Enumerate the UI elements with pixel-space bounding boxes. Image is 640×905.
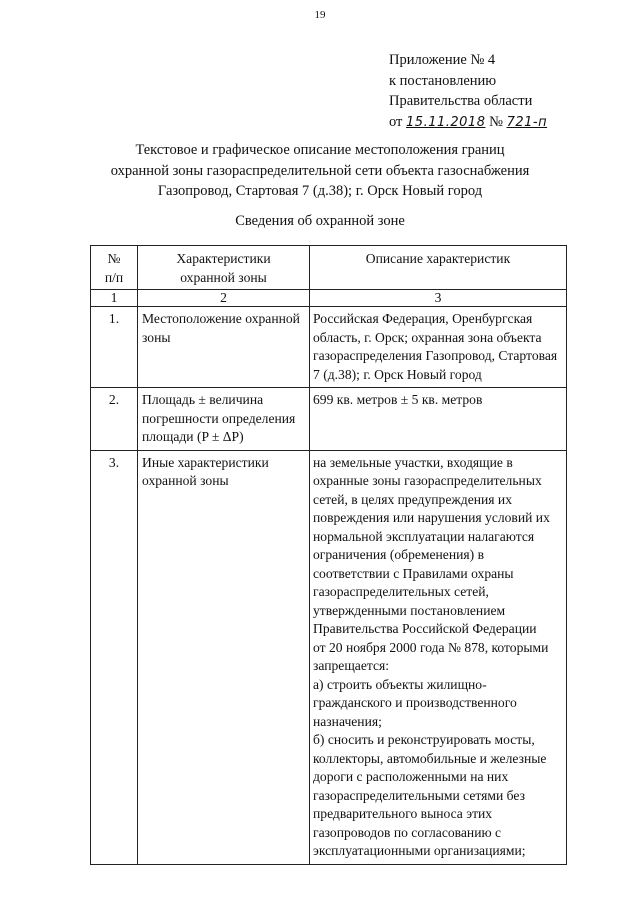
appendix-title: Приложение № 4 — [389, 52, 496, 68]
description-line: газопроводов по согласованию с — [313, 824, 502, 840]
handwritten-date: 15.11.2018 — [406, 114, 486, 130]
column-number-1: 1 — [91, 290, 138, 307]
description-line: повреждения или нарушения условий их — [313, 510, 550, 525]
row-number: 3. — [91, 450, 138, 864]
description-line: 7 (д.38); г. Орск Новый город — [313, 366, 482, 382]
header-description: Описание характеристик — [310, 246, 567, 290]
description-line: от 20 ноября 2000 года № 878, которыми — [313, 639, 549, 655]
description-line: охранные зоны газораспределительных — [313, 473, 542, 488]
description-line: запрещается: — [313, 658, 390, 673]
description-line: б) сносить и реконструировать мосты, — [313, 732, 535, 747]
handwritten-number: 721-п — [506, 114, 548, 130]
column-numbering-row — [91, 290, 567, 307]
description-line: сетей, в целях предупреждения их — [313, 491, 512, 507]
appendix-line-resolution: к постановлению — [389, 72, 497, 89]
description-line: назначения; — [313, 713, 382, 729]
description-line: 699 кв. метров ± 5 кв. метров — [313, 392, 483, 407]
table-row — [91, 307, 567, 388]
row-number: 2. — [91, 388, 138, 451]
row-characteristic: Местоположение охранной зоны — [138, 307, 310, 388]
date-prefix: от — [389, 113, 403, 130]
header-characteristic-line-2: охранной зоны — [180, 269, 267, 285]
description-line: эксплуатационными организациями; — [313, 843, 526, 858]
row-description — [310, 450, 567, 864]
appendix-date-line — [389, 112, 547, 134]
header-number-line-2: п/п — [104, 269, 124, 285]
header-number-line-1: № — [107, 251, 121, 266]
header-number — [91, 246, 138, 290]
description-line: Правительства Российской Федерации — [313, 621, 537, 636]
description-line: на земельные участки, входящие в — [313, 454, 513, 470]
description-line: гражданского и производственного — [313, 695, 517, 710]
description-line: утвержденными постановлением — [313, 602, 506, 618]
description-line: область, г. Орск; охранная зона объекта — [313, 329, 542, 345]
description-line: а) строить объекты жилищно- — [313, 676, 487, 692]
column-number-3: 3 — [310, 290, 567, 307]
description-line: газораспределения Газопровод, Стартовая — [313, 348, 558, 363]
number-prefix: № — [489, 113, 503, 130]
title-line-1: Текстовое и графическое описание местоположения границ — [135, 142, 505, 158]
header-characteristic — [138, 246, 310, 290]
row-description — [310, 388, 567, 451]
header-characteristic-line-1: Характеристики — [176, 251, 271, 266]
protection-zone-table — [90, 245, 567, 865]
appendix-line-government: Правительства области — [389, 93, 533, 109]
table-row — [91, 388, 567, 451]
document-title — [40, 140, 600, 202]
page-number: 19 — [314, 9, 326, 21]
table-header-row — [91, 246, 567, 290]
title-line-3: Газопровод, Стартовая 7 (д.38); г. Орск Новый город — [157, 183, 483, 199]
row-characteristic: Иные характеристики охранной зоны — [138, 450, 310, 864]
section-subtitle: Сведения об охранной зоне — [235, 213, 405, 229]
description-line: дороги с расположенными на них — [313, 769, 509, 784]
column-number-2: 2 — [138, 290, 310, 307]
title-line-2: охранной зоны газораспределительной сети объекта газоснабжения — [110, 162, 530, 179]
table-row — [91, 450, 567, 864]
row-characteristic: Площадь ± величина погрешности определения площади (P ± ΔP) — [138, 388, 310, 451]
description-line: предварительного выноса этих — [313, 806, 493, 821]
description-line: Российская Федерация, Оренбургская — [313, 311, 533, 326]
description-line: нормальной эксплуатации налагаются — [313, 528, 535, 544]
description-line: соответствии с Правилами охраны — [313, 565, 514, 581]
row-number: 1. — [91, 307, 138, 388]
row-description — [310, 307, 567, 388]
appendix-header — [389, 50, 547, 133]
description-line: газораспределительных сетей, — [313, 584, 489, 599]
description-line: коллекторы, автомобильные и железные — [313, 750, 547, 766]
description-line: газораспределительными сетями без — [313, 787, 525, 803]
description-line: ограничения (обременения) в — [313, 547, 484, 562]
